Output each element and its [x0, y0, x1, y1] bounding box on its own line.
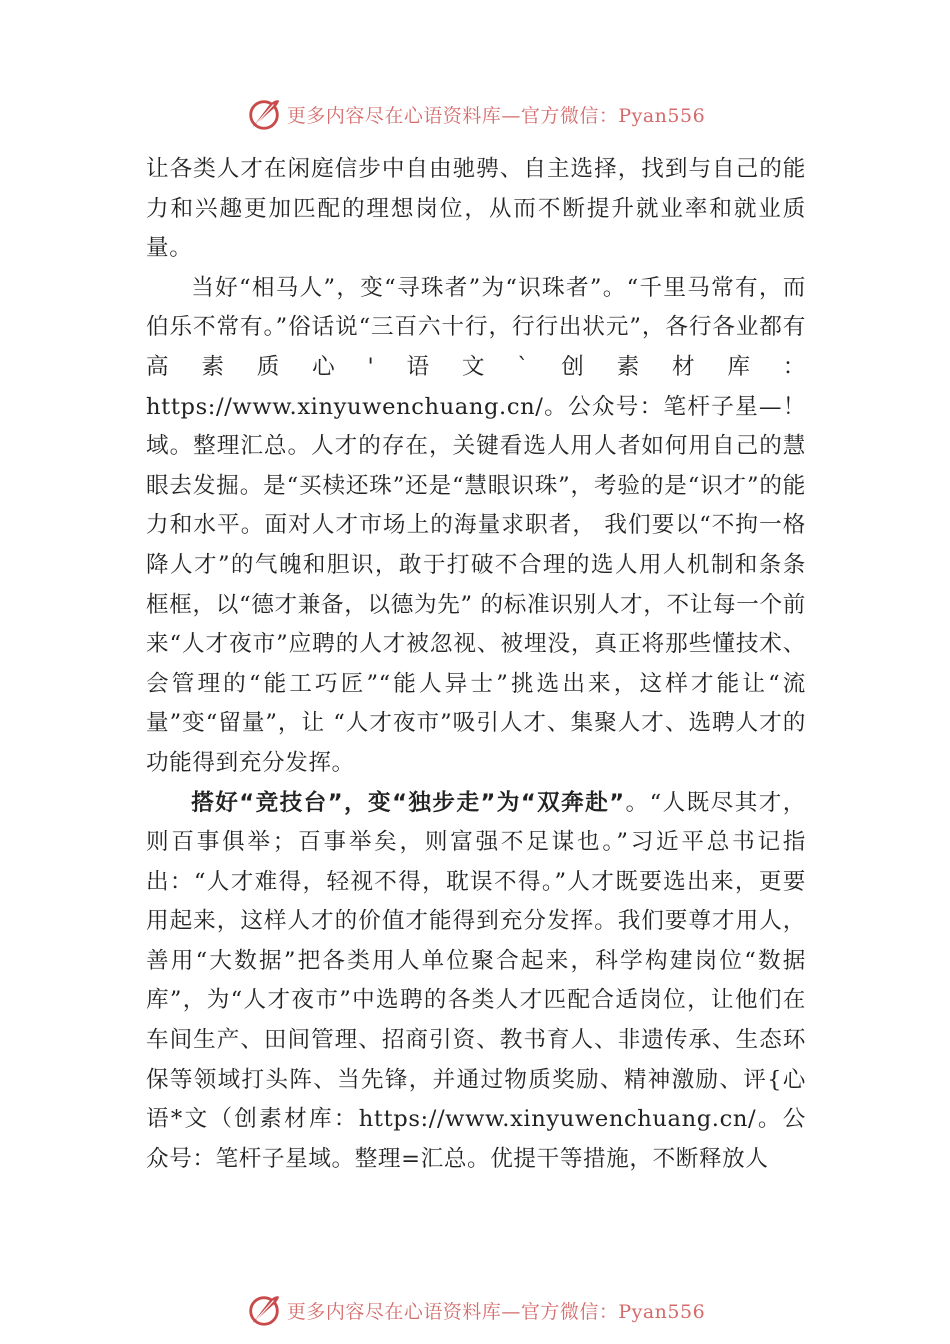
header-watermark	[0, 94, 950, 134]
paragraph-3: 搭好“竞技台”，变“独步走”为“双奔赴”。“人既尽其才，则百事俱举；百事举矣，则富强不足谋也。”习近平总书记指出：“人才难得，轻视不得，耽误不得。”人才既要选出来，更要用起来，这样人才的价值才能得到充分发挥。我们要尊才用人，善用“大数据”把各类用人单位聚合起来，科学构建岗位“数据库”，为“人才夜市”中选聘的各类人才匹配合适岗位，让他们在车间生产、田间管理、招商引资、教书育人、非遗传承、生态环保等领域打头阵、当先锋，并通过物质奖励、精神激励、评{心语*文（创素材库：https://www.xinyuwenchuang.cn/。公众号：笔杆子星域。整理=汇总。优提干等措施，不断释放人	[146, 789, 806, 1172]
document-body	[146, 150, 806, 1179]
feather-pen-logo-icon	[245, 1291, 283, 1329]
paragraph-1: 让各类人才在闲庭信步中自由驰骋、自主选择，找到与自己的能力和兴趣更加匹配的理想岗位，从而不断提升就业率和就业质量。	[146, 156, 806, 262]
paragraph-2: 当好“相马人”，变“寻珠者”为“识珠者”。“千里马常有，而伯乐不常有。”俗话说“三百六十行，行行出状元”，各行各业都有高素质心'语文`创素材库：https://www.xinyuwenchuang.cn/。公众号：笔杆子星—！域。整理汇总。人才的存在，关键看选人用人者如何用自己的慧眼去发掘。是“买椟还珠”还是“慧眼识珠”，考验的是“识才”的能力和水平。面对人才市场上的海量求职者， 我们要以“不拘一格降人才”的气魄和胆识，敢于打破不合理的选人用人机制和条条框框，以“德才兼备，以德为先” 的标准识别人才，不让每一个前来“人才夜市”应聘的人才被忽视、被埋没，真正将那些懂技术、会管理的“能工巧匠”“能人异士”挑选出来，这样才能让“流量”变“留量”，让 “人才夜市”吸引人才、集聚人才、选聘人才的功能得到充分发挥。	[146, 274, 806, 776]
header-text: 更多内容尽在心语资料库—官方微信：Pyan556	[286, 104, 706, 127]
paragraph-heading: 搭好“竞技台”，变“独步走”为“双奔赴”	[191, 789, 625, 816]
feather-pen-logo-icon	[245, 95, 283, 133]
footer-watermark	[0, 1290, 950, 1330]
footer-text: 更多内容尽在心语资料库—官方微信：Pyan556	[286, 1300, 706, 1323]
